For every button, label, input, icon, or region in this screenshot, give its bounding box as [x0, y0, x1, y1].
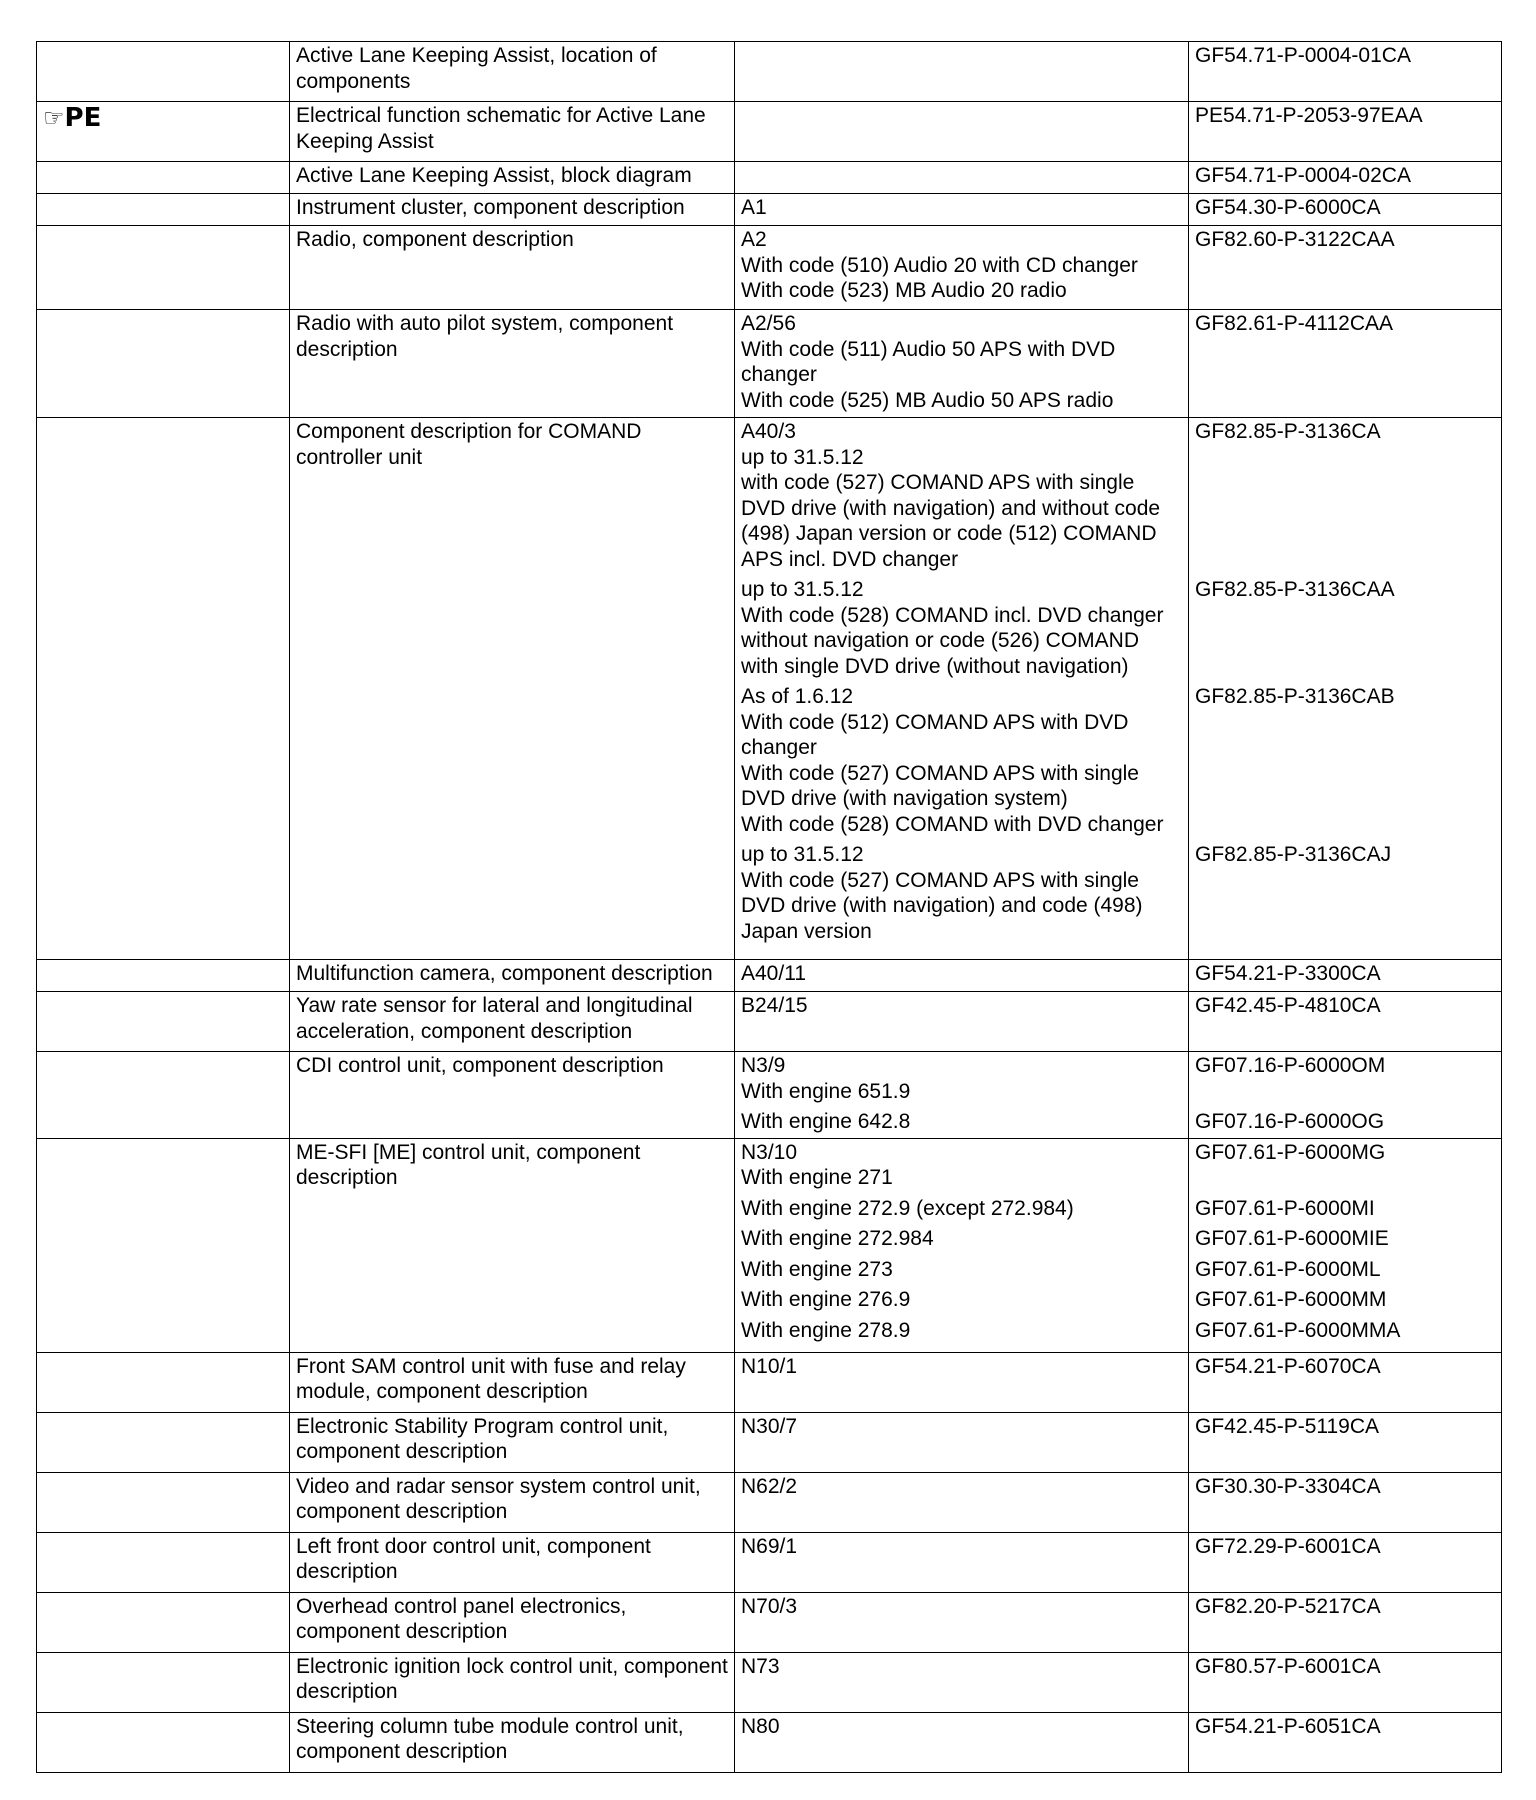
designation-cell	[735, 1592, 1189, 1652]
reference-segment	[1195, 1594, 1495, 1620]
document-reference: GF54.21-P-3300CA	[1195, 962, 1381, 985]
reference-cell	[1189, 992, 1502, 1052]
designation-segment	[741, 577, 1182, 679]
description-cell	[290, 1412, 735, 1472]
designation-line: N80	[741, 1714, 780, 1738]
reference-segment	[1195, 842, 1495, 944]
reference-segment	[1195, 684, 1495, 837]
designation-cell	[735, 1352, 1189, 1412]
designation-segment	[741, 163, 1182, 189]
reference-segment	[1195, 1318, 1495, 1344]
component-title: Front SAM control unit with fuse and relay module, component description	[296, 1354, 686, 1403]
reference-segment	[1195, 419, 1495, 572]
marker-cell	[37, 1352, 290, 1412]
marker-cell	[37, 310, 290, 418]
designation-line: With engine 278.9	[741, 1318, 911, 1342]
table-row	[37, 162, 1502, 194]
reference-segment	[1195, 1474, 1495, 1500]
table-body	[37, 42, 1502, 1773]
designation-line: With engine 272.984	[741, 1227, 934, 1250]
document-reference: GF07.61-P-6000MIE	[1195, 1227, 1389, 1250]
designation-segment	[741, 195, 1182, 221]
designation-line: With engine 651.9	[741, 1079, 911, 1103]
description-cell	[290, 42, 735, 102]
reference-segment	[1195, 163, 1495, 189]
document-reference: GF54.21-P-6051CA	[1195, 1714, 1381, 1738]
designation-segment	[741, 1654, 1182, 1680]
marker-cell	[37, 1712, 290, 1772]
document-reference: GF82.85-P-3136CA	[1195, 420, 1381, 443]
marker-cell	[37, 1472, 290, 1532]
document-reference: GF82.60-P-3122CAA	[1195, 228, 1395, 251]
reference-cell	[1189, 1472, 1502, 1532]
designation-line: With code (523) MB Audio 20 radio	[741, 279, 1067, 302]
designation-cell	[735, 1138, 1189, 1352]
document-reference: GF07.61-P-6000MMA	[1195, 1318, 1401, 1342]
designation-segment	[741, 1109, 1182, 1135]
reference-segment	[1195, 961, 1495, 987]
marker-cell	[37, 1412, 290, 1472]
designation-line: With engine 273	[741, 1257, 893, 1281]
reference-cell	[1189, 960, 1502, 992]
component-title: ME-SFI [ME] control unit, component description	[296, 1140, 641, 1189]
document-reference: GF42.45-P-5119CA	[1195, 1414, 1380, 1438]
component-title: Multifunction camera, component description	[296, 962, 713, 985]
marker-cell	[37, 226, 290, 310]
reference-cell	[1189, 1352, 1502, 1412]
pointing-hand-icon: ☞	[43, 104, 65, 132]
designation-line: N70/3	[741, 1594, 798, 1618]
reference-segment	[1195, 993, 1495, 1019]
reference-segment	[1195, 1196, 1495, 1222]
designation-cell	[735, 194, 1189, 226]
designation-line: N30/7	[741, 1414, 798, 1438]
reference-segment	[1195, 1257, 1495, 1283]
pe-marker	[43, 103, 101, 133]
designation-line: N10/1	[741, 1354, 798, 1378]
component-title: Active Lane Keeping Assist, location of components	[296, 44, 657, 93]
designation-line: With code (510) Audio 20 with CD changer	[741, 253, 1138, 277]
designation-line	[741, 163, 1182, 189]
reference-cell	[1189, 1592, 1502, 1652]
table-row	[37, 1592, 1502, 1652]
description-cell	[290, 1532, 735, 1592]
designation-segment	[741, 1287, 1182, 1313]
description-cell	[290, 960, 735, 992]
designation-line: A2	[741, 228, 767, 251]
reference-cell	[1189, 42, 1502, 102]
reference-segment	[1195, 311, 1495, 413]
designation-cell	[735, 960, 1189, 992]
designation-segment	[741, 993, 1182, 1019]
reference-segment	[1195, 1354, 1495, 1380]
designation-line: With engine 276.9	[741, 1288, 911, 1311]
description-cell	[290, 310, 735, 418]
reference-segment	[1195, 43, 1495, 69]
document-reference: GF82.85-P-3136CAB	[1195, 685, 1395, 708]
reference-segment	[1195, 577, 1495, 679]
designation-segment	[741, 1354, 1182, 1380]
designation-line: With engine 642.8	[741, 1110, 911, 1133]
designation-cell	[735, 162, 1189, 194]
reference-segment	[1195, 1287, 1495, 1313]
table-row	[37, 1712, 1502, 1772]
description-cell	[290, 194, 735, 226]
document-reference: GF82.20-P-5217CA	[1195, 1594, 1381, 1618]
document-reference: GF54.71-P-0004-01CA	[1195, 44, 1411, 67]
designation-segment	[741, 1534, 1182, 1560]
designation-cell	[735, 1532, 1189, 1592]
reference-segment	[1195, 1109, 1495, 1135]
component-title: Instrument cluster, component description	[296, 196, 685, 219]
description-cell	[290, 1592, 735, 1652]
designation-line: With code (525) MB Audio 50 APS radio	[741, 388, 1114, 412]
reference-segment	[1195, 1714, 1495, 1740]
designation-cell	[735, 310, 1189, 418]
designation-segment	[741, 1474, 1182, 1500]
reference-cell	[1189, 1138, 1502, 1352]
designation-line: With engine 271	[741, 1166, 893, 1189]
marker-cell	[37, 1652, 290, 1712]
reference-segment	[1195, 1053, 1495, 1104]
document-reference: GF80.57-P-6001CA	[1195, 1654, 1381, 1678]
document-reference: GF72.29-P-6001CA	[1195, 1534, 1381, 1558]
table-row	[37, 1138, 1502, 1352]
document-reference: GF82.61-P-4112CAA	[1195, 312, 1394, 335]
table-row	[37, 1472, 1502, 1532]
reference-cell	[1189, 418, 1502, 960]
description-cell	[290, 226, 735, 310]
designation-segment	[741, 1714, 1182, 1740]
reference-segment	[1195, 1140, 1495, 1191]
marker-cell	[37, 194, 290, 226]
table-row	[37, 226, 1502, 310]
marker-cell	[37, 960, 290, 992]
table-row	[37, 310, 1502, 418]
designation-line: A2/56	[741, 312, 796, 335]
document-reference: GF82.85-P-3136CAJ	[1195, 843, 1392, 866]
table-row	[37, 102, 1502, 162]
designation-line: As of 1.6.12	[741, 685, 854, 708]
component-title: Radio with auto pilot system, component description	[296, 312, 674, 361]
description-cell	[290, 418, 735, 960]
table-row	[37, 992, 1502, 1052]
reference-cell	[1189, 162, 1502, 194]
designation-line: A1	[741, 196, 767, 219]
description-cell	[290, 1352, 735, 1412]
document-reference: GF07.16-P-6000OG	[1195, 1110, 1385, 1133]
document-reference: GF07.16-P-6000OM	[1195, 1054, 1386, 1077]
designation-segment	[741, 1226, 1182, 1252]
description-cell	[290, 102, 735, 162]
component-title: Steering column tube module control unit, component description	[296, 1714, 684, 1763]
reference-cell	[1189, 1652, 1502, 1712]
component-title: Left front door control unit, component description	[296, 1534, 651, 1583]
designation-segment	[741, 227, 1182, 304]
reference-segment	[1195, 1534, 1495, 1560]
designation-cell	[735, 418, 1189, 960]
designation-line: up to 31.5.12	[741, 445, 864, 469]
marker-cell	[37, 1532, 290, 1592]
designation-segment	[741, 842, 1182, 944]
reference-segment	[1195, 103, 1495, 129]
designation-line	[741, 103, 1182, 129]
reference-segment	[1195, 1226, 1495, 1252]
document-reference: GF54.71-P-0004-02CA	[1195, 164, 1411, 187]
marker-cell	[37, 1592, 290, 1652]
marker-cell	[37, 1138, 290, 1352]
description-cell	[290, 1472, 735, 1532]
component-title: Radio, component description	[296, 228, 574, 251]
designation-segment	[741, 1318, 1182, 1344]
reference-cell	[1189, 1052, 1502, 1139]
designation-segment	[741, 103, 1182, 129]
designation-line: With code (528) COMAND with DVD changer	[741, 812, 1164, 836]
reference-cell	[1189, 226, 1502, 310]
marker-cell	[37, 42, 290, 102]
component-title: Video and radar sensor system control unit, component description	[296, 1474, 701, 1523]
designation-line	[741, 43, 1182, 69]
designation-cell	[735, 1712, 1189, 1772]
designation-cell	[735, 1412, 1189, 1472]
table-row	[37, 42, 1502, 102]
designation-cell	[735, 992, 1189, 1052]
designation-line: With code (527) COMAND APS with single DVD drive (with navigation) and code (498) Japan version	[741, 868, 1143, 943]
component-title: CDI control unit, component description	[296, 1054, 664, 1077]
description-cell	[290, 1138, 735, 1352]
designation-segment	[741, 311, 1182, 413]
description-cell	[290, 1712, 735, 1772]
reference-segment	[1195, 227, 1495, 304]
reference-cell	[1189, 194, 1502, 226]
component-title: Overhead control panel electronics, component description	[296, 1594, 627, 1643]
document-reference: GF30.30-P-3304CA	[1195, 1474, 1381, 1498]
designation-line: N3/9	[741, 1054, 786, 1077]
designation-cell	[735, 1052, 1189, 1139]
document-reference: GF42.45-P-4810CA	[1195, 994, 1381, 1017]
reference-cell	[1189, 1712, 1502, 1772]
component-title: Electronic Stability Program control unit, component description	[296, 1414, 669, 1463]
designation-line: B24/15	[741, 994, 808, 1017]
description-cell	[290, 992, 735, 1052]
designation-line: With code (512) COMAND APS with DVD changer	[741, 710, 1129, 759]
document-reference: PE54.71-P-2053-97EAA	[1195, 104, 1423, 127]
document-reference: GF07.61-P-6000MG	[1195, 1140, 1386, 1164]
component-title: Yaw rate sensor for lateral and longitudinal acceleration, component description	[296, 994, 693, 1043]
designation-cell	[735, 102, 1189, 162]
designation-line: up to 31.5.12	[741, 843, 864, 866]
reference-segment	[1195, 1414, 1495, 1440]
designation-segment	[741, 1257, 1182, 1283]
table-row	[37, 1412, 1502, 1472]
reference-segment	[1195, 1654, 1495, 1680]
designation-line: with code (527) COMAND APS with single DVD drive (with navigation) and without code (498) Japan version or code (512) COMAND APS incl. DVD changer	[741, 471, 1161, 571]
designation-segment	[741, 1594, 1182, 1620]
description-cell	[290, 1652, 735, 1712]
component-title: Active Lane Keeping Assist, block diagram	[296, 164, 692, 187]
reference-cell	[1189, 1532, 1502, 1592]
document-reference: GF07.61-P-6000ML	[1195, 1257, 1381, 1281]
marker-cell	[37, 1052, 290, 1139]
component-title: Electronic ignition lock control unit, component description	[296, 1654, 728, 1703]
document-reference: GF07.61-P-6000MM	[1195, 1288, 1387, 1311]
designation-segment	[741, 684, 1182, 837]
reference-cell	[1189, 310, 1502, 418]
designation-segment	[741, 961, 1182, 987]
reference-segment	[1195, 195, 1495, 221]
document-reference: GF07.61-P-6000MI	[1195, 1196, 1375, 1220]
marker-cell	[37, 992, 290, 1052]
designation-line: With engine 272.9 (except 272.984)	[741, 1196, 1074, 1220]
designation-line: With code (528) COMAND incl. DVD changer without navigation or code (526) COMAND with single DVD drive (without navigation)	[741, 603, 1164, 678]
table-row	[37, 194, 1502, 226]
designation-line: A40/3	[741, 420, 796, 443]
designation-segment	[741, 1053, 1182, 1104]
table-row	[37, 1052, 1502, 1139]
designation-segment	[741, 1140, 1182, 1191]
designation-segment	[741, 1414, 1182, 1440]
designation-line: With code (511) Audio 50 APS with DVD changer	[741, 337, 1116, 386]
table-row	[37, 1352, 1502, 1412]
designation-cell	[735, 42, 1189, 102]
marker-cell	[37, 162, 290, 194]
component-title: Electrical function schematic for Active Lane Keeping Assist	[296, 104, 706, 153]
document-reference: GF54.30-P-6000CA	[1195, 196, 1381, 219]
table-row	[37, 418, 1502, 960]
component-reference-table	[36, 41, 1502, 1773]
reference-cell	[1189, 102, 1502, 162]
marker-label: PE	[64, 103, 102, 133]
reference-cell	[1189, 1412, 1502, 1472]
table-row	[37, 1532, 1502, 1592]
designation-line: N73	[741, 1654, 780, 1678]
document-reference: GF54.21-P-6070CA	[1195, 1354, 1381, 1378]
designation-line: N3/10	[741, 1140, 798, 1164]
description-cell	[290, 162, 735, 194]
description-cell	[290, 1052, 735, 1139]
document-reference: GF82.85-P-3136CAA	[1195, 578, 1395, 601]
designation-line: N69/1	[741, 1534, 798, 1558]
marker-cell	[37, 102, 290, 162]
designation-segment	[741, 419, 1182, 572]
designation-segment	[741, 1196, 1182, 1222]
component-title: Component description for COMAND controller unit	[296, 420, 642, 469]
designation-line: A40/11	[741, 962, 806, 985]
designation-line: With code (527) COMAND APS with single DVD drive (with navigation system)	[741, 761, 1139, 810]
designation-cell	[735, 1652, 1189, 1712]
table-row	[37, 1652, 1502, 1712]
designation-segment	[741, 43, 1182, 69]
designation-cell	[735, 1472, 1189, 1532]
table-row	[37, 960, 1502, 992]
marker-cell	[37, 418, 290, 960]
designation-line: up to 31.5.12	[741, 578, 864, 601]
designation-line: N62/2	[741, 1474, 798, 1498]
designation-cell	[735, 226, 1189, 310]
